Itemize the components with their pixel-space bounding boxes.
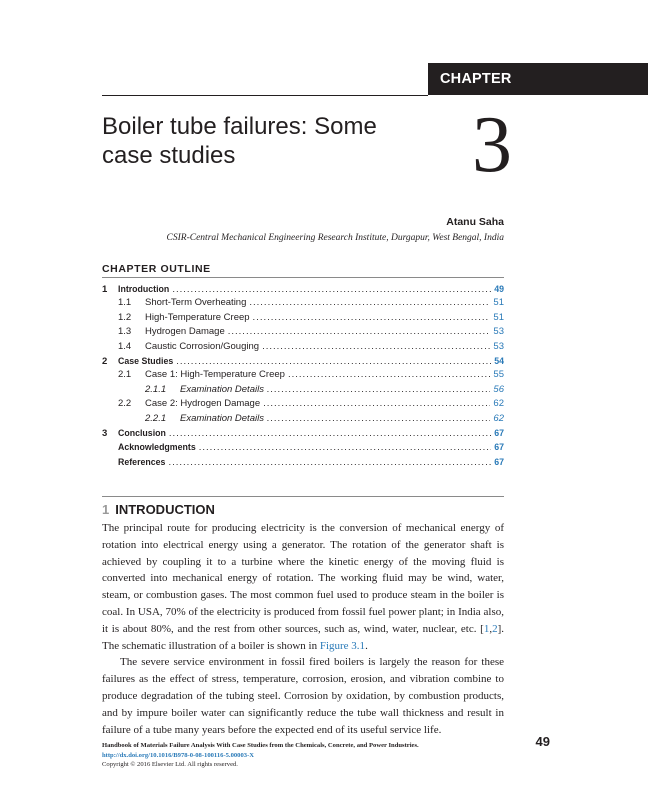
page-footer: [102, 741, 482, 770]
outline-item-title: Case 2: Hydrogen Damage: [145, 398, 261, 410]
chapter-label: CHAPTER: [440, 71, 512, 87]
outline-item[interactable]: [102, 311, 504, 325]
chapter-title: Boiler tube failures: Some case studies: [102, 113, 377, 169]
author-name: Atanu Saha: [446, 216, 504, 228]
outline-item-title: Caustic Corrosion/Gouging: [145, 340, 260, 352]
outline-item[interactable]: [102, 440, 504, 454]
outline-item[interactable]: [102, 340, 504, 354]
outline-item-number: 2.2: [118, 398, 132, 410]
outline-item-title: Examination Details: [180, 383, 264, 395]
outline-item-leader: [267, 383, 490, 397]
paragraph: The severe service environment in fossil fired boilers is largely the reason for these failures as the effect of stress, temperature, corrosion, erosion, and vibration combine to produce degradation of the tubing steel. Corrosion by oxidation, by combustion products, and by impure boiler water can significantly reduce the tube wall thickness and result in failure of a tube many years before the expected end of its useful service life.: [102, 656, 504, 736]
section-rule: [102, 496, 504, 497]
paragraph: [102, 520, 504, 654]
outline-item-page[interactable]: 55: [493, 369, 504, 381]
outline-item-number: 2.1: [118, 369, 132, 381]
outline-item-number: 2: [102, 355, 108, 367]
citation-link[interactable]: 1: [483, 622, 490, 635]
outline-item-page[interactable]: 62: [493, 412, 504, 424]
section-body: [102, 520, 504, 738]
outline-item-title: Case 1: High-Temperature Creep: [145, 369, 285, 381]
outline-item-page[interactable]: 67: [494, 442, 504, 453]
outline-item-title: Short-Term Overheating: [145, 297, 247, 309]
outline-item[interactable]: [102, 282, 504, 296]
outline-item-leader: [176, 355, 491, 369]
outline-item-title: Acknowledgments: [118, 442, 196, 453]
paragraph-text: The principal route for producing electricity is the conversion of mechanical energy of rotation into electrical energy using a generator. The rotation of the generator shaft is achieved by coupling it to a turbine where the kinetic energy of the moving fluid is converted into mechanical energy of rotation. The working fluid may be wind, water, steam, or combustion gases. The most common fuel used to produce steam in the boiler is coal. In USA, 70% of the electricity is produced from fossil fuel power plant; in India also, it is about 80%, and the rest from other sources, such as, wind, water, nuclear, etc. [: [102, 522, 504, 635]
outline-item-leader: [253, 311, 491, 325]
section-heading: [102, 502, 215, 517]
outline-item[interactable]: [102, 397, 504, 411]
author-affiliation: CSIR-Central Mechanical Engineering Research Institute, Durgapur, West Bengal, India: [166, 233, 504, 243]
outline-item-leader: [262, 340, 490, 354]
outline-item-leader: [288, 368, 490, 382]
outline-heading: CHAPTER OUTLINE: [102, 263, 211, 275]
outline-item[interactable]: [102, 455, 504, 469]
outline-item-number: 1: [102, 284, 108, 295]
figure-link[interactable]: Figure 3.1: [319, 639, 366, 652]
outline-item-number: 1.4: [118, 340, 132, 352]
section-number: 1: [102, 502, 110, 517]
outline-item-page[interactable]: 53: [493, 326, 504, 338]
outline-item-number: 3: [102, 427, 108, 439]
outline-item-page[interactable]: 56: [493, 383, 504, 395]
outline-item-page[interactable]: 62: [493, 398, 504, 410]
outline-item-number: 2.1.1: [145, 383, 167, 395]
outline-item[interactable]: [102, 412, 504, 426]
book-title: Handbook of Materials Failure Analysis With Case Studies from the Chemicals, Concrete, and Power Industries.: [102, 742, 419, 749]
outline-item-title: High-Temperature Creep: [145, 311, 250, 323]
citation-link[interactable]: 2: [492, 622, 498, 635]
chapter-label-bar: [428, 63, 648, 95]
outline-item-page[interactable]: 54: [494, 355, 504, 366]
outline-item-page[interactable]: 67: [494, 427, 504, 438]
outline-item[interactable]: [102, 368, 504, 382]
citation-separator: ,: [489, 622, 493, 635]
outline-item-title: Case Studies: [118, 355, 174, 366]
outline-item-title: References: [118, 456, 166, 467]
outline-item-page[interactable]: 51: [493, 311, 504, 323]
outline-item-leader: [263, 397, 490, 411]
outline-item-title: Introduction: [118, 284, 170, 294]
outline-item-page[interactable]: 51: [493, 297, 504, 309]
paragraph-text: .: [365, 639, 368, 652]
outline-item-leader: [199, 441, 491, 455]
outline-item-leader: [249, 296, 490, 310]
section-title: INTRODUCTION: [115, 502, 215, 517]
outline-item-leader: [172, 283, 491, 297]
outline-item-number: 1.3: [118, 326, 132, 338]
outline-item-leader: [169, 427, 491, 441]
outline-item-title: Examination Details: [180, 412, 264, 424]
outline-item-page[interactable]: 49: [494, 284, 504, 294]
paragraph-text: ]. The schematic illustration of a boiler is shown in: [102, 622, 504, 652]
outline-item[interactable]: [102, 354, 504, 368]
outline-item-page[interactable]: 53: [493, 340, 504, 352]
copyright-line: Copyright © 2016 Elsevier Ltd. All rights reserved.: [102, 761, 238, 768]
outline-item[interactable]: [102, 383, 504, 397]
outline-item-number: 1.2: [118, 311, 132, 323]
outline-item-number: 1.1: [118, 297, 132, 309]
outline-item-leader: [267, 412, 490, 426]
outline-item-page[interactable]: 67: [494, 456, 504, 467]
outline-item[interactable]: [102, 325, 504, 339]
doi-link[interactable]: http://dx.doi.org/10.1016/B978-0-08-100116-5.00003-X: [102, 751, 255, 759]
outline-item-leader: [228, 325, 491, 339]
outline-item-title: Conclusion: [118, 427, 166, 438]
chapter-number: 3: [472, 101, 512, 189]
chapter-outline-list: [102, 282, 504, 469]
outline-item[interactable]: [102, 426, 504, 440]
page-number: 49: [535, 734, 550, 749]
outline-item-number: 2.2.1: [145, 412, 167, 424]
outline-item[interactable]: [102, 296, 504, 310]
header-rule: [102, 95, 428, 96]
outline-rule: [102, 277, 504, 278]
outline-item-leader: [168, 456, 491, 470]
outline-item-title: Hydrogen Damage: [145, 326, 225, 338]
